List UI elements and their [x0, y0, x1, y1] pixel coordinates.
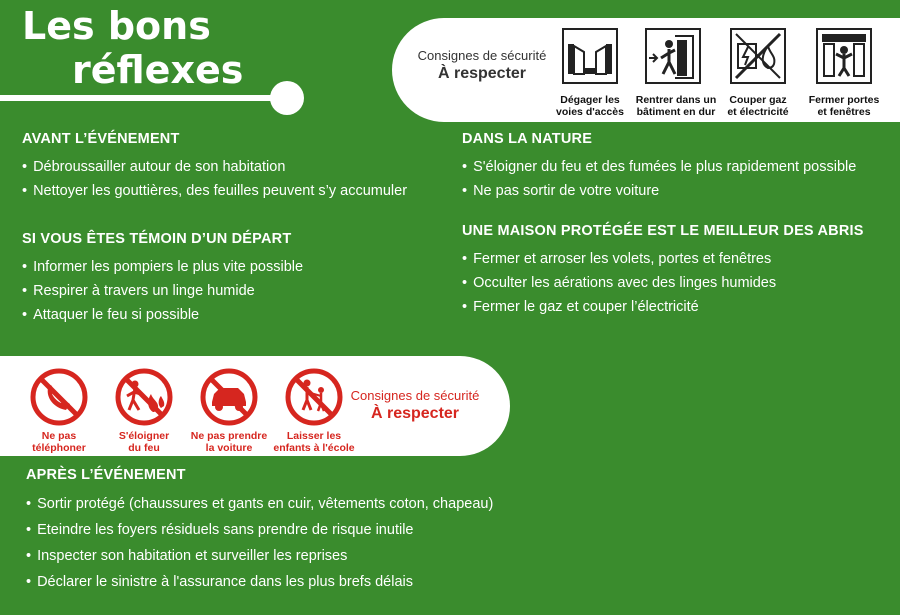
title-line-1: Les bons [22, 4, 211, 48]
title-line-2: réflexes [72, 48, 244, 92]
list-item: • Sortir protégé (chaussures et gants en cuir, vêtements coton, chapeau) [26, 491, 493, 517]
section-heading: DANS LA NATURE [462, 131, 593, 147]
top-consignes [412, 48, 552, 83]
section-temoin [22, 231, 303, 327]
section-apres [26, 467, 493, 595]
page-title [22, 4, 243, 92]
bottom-safety-panel [0, 356, 510, 456]
road-gate-label: Dégager les voies d'accès [556, 94, 624, 118]
list-item: • Attaquer le feu si possible [22, 303, 303, 327]
enter-building-label: Rentrer dans un bâtiment en dur [635, 94, 717, 118]
bottom-consignes-line1: Consignes de sécurité [350, 388, 480, 403]
list-item: • Déclarer le sinistre à l'assurance dans les plus brefs délais [26, 569, 493, 595]
list-item: • Ne pas sortir de votre voiture [462, 179, 856, 203]
section-maison [462, 223, 864, 319]
no-car-label: Ne pas prendre la voiture [190, 430, 268, 454]
top-consignes-line2: À respecter [437, 65, 527, 82]
away-from-fire-label: S'éloigner du feu [118, 430, 170, 454]
title-underline-knob [270, 81, 304, 115]
list-item: • S'éloigner du feu et des fumées le plus rapidement possible [462, 155, 856, 179]
title-underline [0, 95, 290, 101]
no-phone-icon [30, 368, 88, 426]
section-heading: UNE MAISON PROTÉGÉE EST LE MEILLEUR DES ABRIS [462, 223, 864, 239]
section-heading: AVANT L’ÉVÉNEMENT [22, 131, 180, 147]
top-consignes-line1: Consignes de sécurité [417, 48, 547, 63]
list-item: • Inspecter son habitation et surveiller les reprises [26, 543, 493, 569]
list-item: • Fermer et arroser les volets, portes et fenêtres [462, 247, 864, 271]
away-from-fire-icon [115, 368, 173, 426]
children-school-icon [285, 368, 343, 426]
list-item: • Débroussailler autour de son habitation [22, 155, 407, 179]
children-school-label: Laisser les enfants à l'école [273, 430, 355, 454]
top-safety-panel [392, 18, 900, 122]
list-item: • Fermer le gaz et couper l’électricité [462, 295, 864, 319]
list-item: • Respirer à travers un linge humide [22, 279, 303, 303]
no-phone-label: Ne pas téléphoner [32, 430, 86, 454]
road-gate-icon [562, 28, 618, 84]
no-car-icon [200, 368, 258, 426]
list-item: • Occulter les aérations avec des linges humides [462, 271, 864, 295]
close-windows-icon [816, 28, 872, 84]
section-heading: APRÈS L’ÉVÉNEMENT [26, 467, 186, 483]
enter-building-icon [645, 28, 701, 84]
section-avant [22, 131, 407, 203]
close-windows-label: Fermer portes et fenêtres [808, 94, 880, 118]
bottom-consignes [350, 388, 480, 423]
list-item: • Nettoyer les gouttières, des feuilles peuvent s’y accumuler [22, 179, 407, 203]
gas-electricity-off-icon [730, 28, 786, 84]
section-nature [462, 131, 856, 203]
section-heading: SI VOUS ÊTES TÉMOIN D’UN DÉPART [22, 231, 292, 247]
list-item: • Informer les pompiers le plus vite possible [22, 255, 303, 279]
bottom-consignes-line2: À respecter [370, 405, 460, 422]
list-item: • Eteindre les foyers résiduels sans prendre de risque inutile [26, 517, 493, 543]
gas-electricity-off-label: Couper gaz et électricité [727, 94, 789, 118]
